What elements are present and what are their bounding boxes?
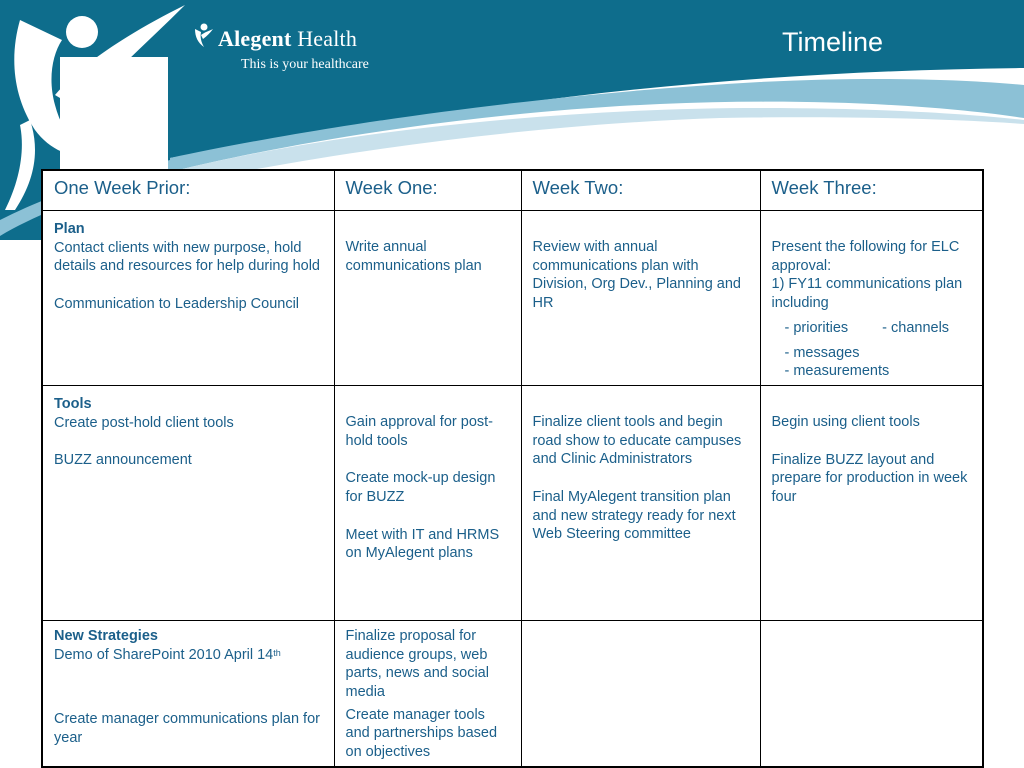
strategies-week1-text-1: Finalize proposal for audience groups, web parts, news and social media — [345, 627, 489, 701]
plan-week3-bullet-measurements: - measurements — [784, 363, 890, 380]
timeline-table — [41, 169, 984, 768]
tools-week3-text-1: Begin using client tools — [771, 413, 920, 430]
plan-row — [42, 211, 983, 386]
tools-week2-cell — [521, 385, 760, 620]
strategies-week1-text-2: Create manager tools and partnerships based on objectives — [345, 706, 498, 761]
strategies-heading: New Strategies — [54, 627, 158, 644]
logo-figure-icon — [192, 23, 214, 49]
tools-row — [42, 385, 983, 620]
strategies-week2-cell — [521, 620, 760, 767]
tools-week2-text-2: Final MyAlegent transition plan and new strategy ready for next Web Steering committee — [532, 489, 736, 543]
tools-prior-text-2: BUZZ announcement — [54, 452, 192, 469]
header-week-one: Week One: — [334, 170, 521, 211]
plan-prior-text-2: Communication to Leadership Council — [54, 296, 300, 313]
tools-prior-cell — [42, 385, 334, 620]
plan-week3-bullet-messages: - messages — [784, 344, 860, 361]
plan-week3-bullet-channels: - channels — [882, 319, 950, 336]
strategies-prior-text-1-sup: th — [273, 647, 281, 658]
plan-week2-cell — [521, 211, 760, 386]
tools-week1-text-2: Create mock-up design for BUZZ — [345, 470, 496, 506]
strategies-week3-cell — [760, 620, 983, 767]
strategies-week1-cell — [334, 620, 521, 767]
logo-tagline: This is your healthcare — [241, 57, 369, 72]
plan-heading: Plan — [54, 221, 85, 237]
strategies-prior-text-1: Demo of SharePoint 2010 April 14 — [54, 646, 274, 663]
tools-week1-text-3: Meet with IT and HRMS on MyAlegent plans — [345, 526, 500, 562]
tools-week3-cell — [760, 385, 983, 620]
plan-week2-text: Review with annual communications plan with Division, Org Dev., Planning and HR — [532, 239, 741, 312]
plan-prior-text-1: Contact clients with new purpose, hold details and resources for help during hold — [54, 239, 320, 275]
plan-week3-cell — [760, 211, 983, 386]
logo-wordmark: Alegent Health — [218, 26, 358, 51]
plan-week3-text-2: 1) FY11 communications plan including — [771, 276, 963, 312]
tools-week3-text-2: Finalize BUZZ layout and prepare for production in week four — [771, 451, 968, 506]
header-week-three: Week Three: — [760, 170, 983, 211]
plan-week3-bullet-priorities: - priorities — [784, 319, 849, 336]
plan-prior-cell — [42, 211, 334, 386]
strategies-row — [42, 620, 983, 767]
plan-week1-text: Write annual communications plan — [345, 239, 482, 274]
tools-heading: Tools — [54, 395, 92, 412]
plan-week1-cell — [334, 211, 521, 386]
tools-week2-text-1: Finalize client tools and begin road show to educate campuses and Clinic Administrators — [532, 413, 742, 468]
slide-title: Timeline — [782, 27, 884, 57]
header-week-two: Week Two: — [521, 170, 760, 211]
strategies-prior-text-2: Create manager communications plan for year — [54, 711, 320, 747]
tools-prior-text-1: Create post-hold client tools — [54, 414, 234, 431]
header-row — [42, 170, 983, 211]
strategies-prior-cell — [42, 620, 334, 767]
tools-week1-cell — [334, 385, 521, 620]
header-one-week-prior: One Week Prior: — [42, 170, 334, 211]
tools-week1-text-1: Gain approval for post-hold tools — [345, 413, 493, 449]
plan-week3-text-1: Present the following for ELC approval: — [771, 239, 960, 274]
